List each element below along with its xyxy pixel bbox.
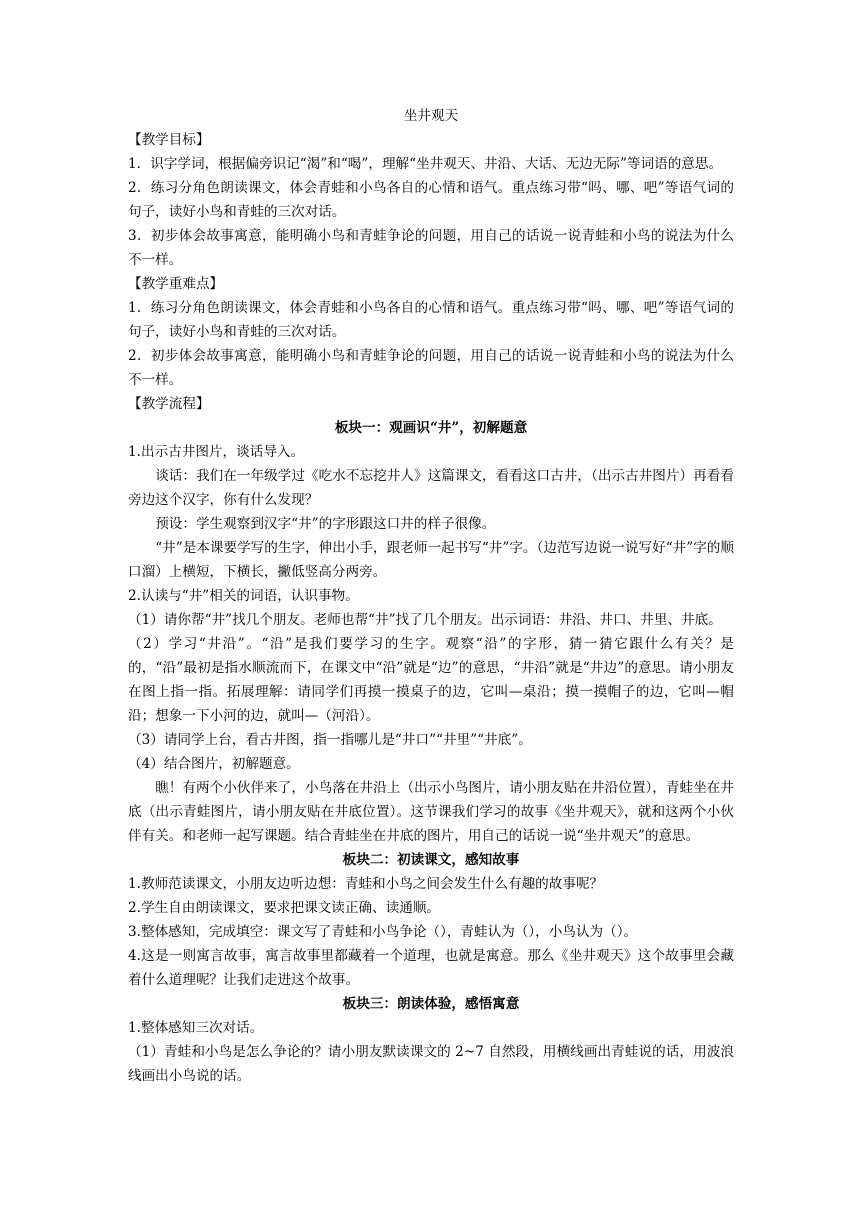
- block3-paragraph: （1）青蛙和小鸟是怎么争论的？请小朋友默读课文的 2~7 自然段，用横线画出青蛙说的话，用波浪线画出小鸟说的话。: [128, 1044, 734, 1084]
- key-point-item: 1．练习分角色朗读课文，体会青蛙和小鸟各自的心情和语气。重点练习带“吗、哪、吧”等语气词的句子，读好小鸟和青蛙的三次对话。: [128, 300, 734, 340]
- block1-paragraph: 2.认读与“井”相关的词语，认识事物。: [128, 588, 359, 604]
- block1-paragraph: （1）请你帮“井”找几个朋友。老师也帮“井”找了几个朋友。出示词语：井沿、井口、井里、井底。: [128, 612, 722, 628]
- block1-paragraph: 1.出示古井图片，谈话导入。: [128, 444, 305, 460]
- block2-paragraph: 2.学生自由朗读课文，要求把课文读正确、读通顺。: [128, 900, 441, 916]
- process-heading: 【教学流程】: [128, 396, 210, 412]
- document-page: [128, 104, 734, 1088]
- block2-paragraph: 4.这是一则寓言故事，寓言故事里都藏着一个道理，也就是寓意。那么《坐井观天》这个故事里会藏着什么道理呢？让我们走进这个故事。: [128, 948, 734, 988]
- objective-item: 1．识字学词，根据偏旁识记“渴”和“喝”，理解“坐井观天、井沿、大话、无边无际”等词语的意思。: [128, 156, 723, 172]
- block1-paragraph: （4）结合图片，初解题意。: [128, 756, 300, 772]
- block2-paragraph: 3.整体感知，完成填空：课文写了青蛙和小鸟争论（），青蛙认为（），小鸟认为（）。: [128, 924, 638, 940]
- objective-item: 2．练习分角色朗读课文，体会青蛙和小鸟各自的心情和语气。重点练习带“吗、哪、吧”等语气词的句子，读好小鸟和青蛙的三次对话。: [128, 180, 734, 220]
- block2-paragraph: 1.教师范读课文，小朋友边听边想：青蛙和小鸟之间会发生什么有趣的故事呢？: [128, 876, 604, 892]
- block3-title: 板块三：朗读体验，感悟寓意: [342, 996, 520, 1012]
- key-point-item: 2．初步体会故事寓意，能明确小鸟和青蛙争论的问题，用自己的话说一说青蛙和小鸟的说法为什么不一样。: [128, 348, 734, 388]
- block1-paragraph: “井”是本课要学写的生字，伸出小手，跟老师一起书写“井”字。（边范写边说一说写好“井”字的顺口溜）上横短，下横长，撇低竖高分两旁。: [128, 540, 734, 580]
- block1-paragraph: 谈话：我们在一年级学过《吃水不忘挖井人》这篇课文，看看这口古井，（出示古井图片）再看看旁边这个汉字，你有什么发现？: [128, 468, 734, 508]
- document-title: 坐井观天: [403, 108, 459, 124]
- block1-paragraph: 预设：学生观察到汉字“井”的字形跟这口井的样子很像。: [155, 516, 496, 532]
- objective-item: 3．初步体会故事寓意，能明确小鸟和青蛙争论的问题，用自己的话说一说青蛙和小鸟的说法为什么不一样。: [128, 228, 734, 268]
- block2-title: 板块二：初读课文，感知故事: [342, 852, 520, 868]
- block3-paragraph: 1.整体感知三次对话。: [128, 1020, 264, 1036]
- block1-paragraph: （3）请同学上台，看古井图，指一指哪儿是“井口”“井里”“井底”。: [128, 732, 532, 748]
- objectives-heading: 【教学目标】: [128, 132, 210, 148]
- block1-paragraph: （2）学习“井沿”。“沿”是我们要学习的生字。观察“沿”的字形，猜一猜它跟什么有关？是的，“沿”最初是指水顺流而下，在课文中“沿”就是“边”的意思，“井沿”就是“井边”的意思。请小朋友在图上指一指。拓展理解：请同学们再摸一摸桌子的边，它叫—桌沿；摸一摸帽子的边，它叫—帽沿；想象一下小河的边，就叫—（河沿）。: [128, 636, 734, 724]
- block1-title: 板块一：观画识“井”，初解题意: [334, 420, 528, 436]
- key-points-heading: 【教学重难点】: [128, 276, 224, 292]
- block1-paragraph: 瞧！有两个小伙伴来了，小鸟落在井沿上（出示小鸟图片，请小朋友贴在井沿位置），青蛙坐在井底（出示青蛙图片，请小朋友贴在井底位置）。这节课我们学习的故事《坐井观天》，就和这两个小伙伴有关。和老师一起写课题。结合青蛙坐在井底的图片，用自己的话说一说“坐井观天”的意思。: [128, 780, 734, 844]
